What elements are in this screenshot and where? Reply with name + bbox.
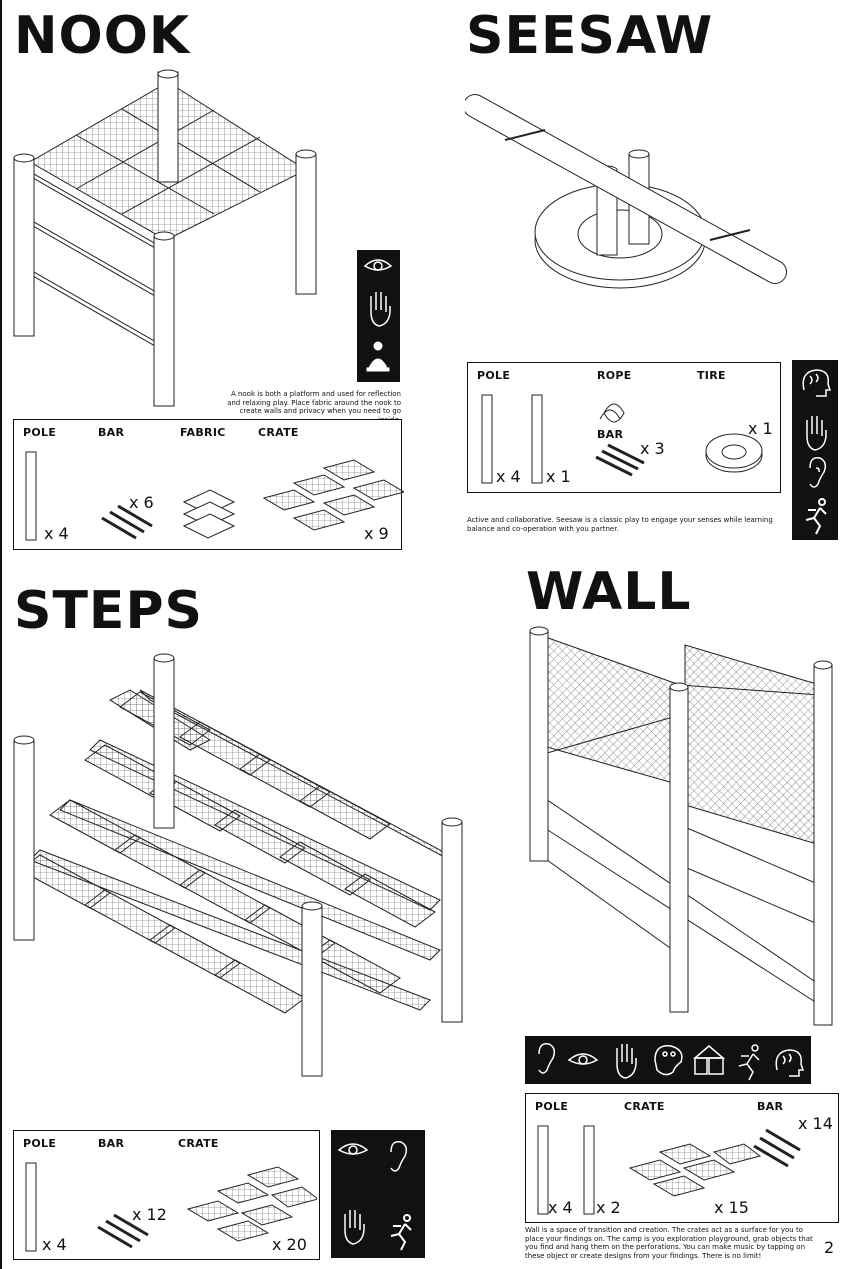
part-qty: x 6 bbox=[129, 493, 154, 512]
palette-icon bbox=[655, 1046, 682, 1075]
part-label: ROPE bbox=[597, 369, 632, 382]
meditation-icon bbox=[367, 342, 389, 371]
seesaw-icon-panel bbox=[792, 360, 838, 540]
wall-title: WALL bbox=[526, 562, 692, 622]
ear-icon bbox=[391, 1142, 406, 1171]
steps-illustration bbox=[10, 650, 470, 1080]
hand-icon bbox=[345, 1210, 364, 1244]
brain-icon bbox=[776, 1050, 803, 1076]
eye-icon bbox=[339, 1144, 367, 1154]
ear-icon bbox=[810, 458, 825, 487]
nook-icon-panel bbox=[357, 250, 400, 382]
wall-illustration bbox=[520, 625, 840, 1030]
part-qty: x 20 bbox=[272, 1235, 307, 1254]
steps-icon-panel bbox=[331, 1130, 425, 1258]
part-label: POLE bbox=[23, 1137, 57, 1150]
nook-parts-drawing bbox=[24, 448, 404, 548]
nook-title: NOOK bbox=[14, 6, 191, 66]
running-icon bbox=[806, 499, 826, 534]
wall-icon-panel bbox=[525, 1036, 811, 1084]
steps-parts-box bbox=[13, 1130, 320, 1260]
wall-parts-box bbox=[525, 1093, 839, 1223]
part-qty: x 4 bbox=[496, 467, 521, 486]
page-border bbox=[0, 0, 2, 1269]
part-qty: x 12 bbox=[132, 1205, 167, 1224]
hand-icon bbox=[371, 292, 390, 326]
part-label: BAR bbox=[597, 428, 624, 441]
part-qty: x 4 bbox=[548, 1198, 573, 1217]
page-number: 2 bbox=[824, 1238, 835, 1257]
seesaw-parts-box bbox=[467, 362, 781, 493]
part-qty: x 1 bbox=[748, 419, 773, 438]
seesaw-description: Active and collaborative. Seesaw is a classic play to engage your senses while learning balance and co-operation with you partner. bbox=[467, 516, 773, 533]
part-label: TIRE bbox=[697, 369, 726, 382]
part-qty: x 9 bbox=[364, 524, 389, 543]
steps-title: STEPS bbox=[14, 581, 204, 641]
part-qty: x 4 bbox=[44, 524, 69, 543]
part-label: POLE bbox=[535, 1100, 569, 1113]
part-label: BAR bbox=[98, 1137, 125, 1150]
part-qty: x 15 bbox=[714, 1198, 749, 1217]
running-icon bbox=[739, 1045, 759, 1080]
seesaw-parts-drawing bbox=[476, 391, 776, 489]
ear-icon bbox=[539, 1044, 554, 1073]
part-qty: x 14 bbox=[798, 1114, 833, 1133]
eye-icon bbox=[569, 1054, 597, 1064]
nook-illustration bbox=[8, 62, 328, 412]
part-qty: x 3 bbox=[640, 439, 665, 458]
part-qty: x 1 bbox=[546, 467, 571, 486]
part-label: FABRIC bbox=[180, 426, 226, 439]
part-label: CRATE bbox=[258, 426, 299, 439]
part-label: BAR bbox=[757, 1100, 784, 1113]
running-icon bbox=[391, 1215, 411, 1250]
wall-parts-drawing bbox=[534, 1122, 834, 1220]
blocks-icon bbox=[695, 1046, 723, 1074]
nook-parts-box bbox=[13, 419, 402, 550]
part-qty: x 2 bbox=[596, 1198, 621, 1217]
part-label: CRATE bbox=[178, 1137, 219, 1150]
hand-icon bbox=[807, 416, 826, 450]
part-label: POLE bbox=[477, 369, 511, 382]
hand-icon bbox=[617, 1044, 636, 1078]
seesaw-title: SEESAW bbox=[466, 6, 714, 66]
part-qty: x 4 bbox=[42, 1235, 67, 1254]
part-label: BAR bbox=[98, 426, 125, 439]
brain-icon bbox=[803, 370, 830, 396]
eye-icon bbox=[365, 260, 391, 270]
wall-description: Wall is a space of transition and creation. The crates act as a surface for you to place your findings on. The camp is you exploration playground, grab objects that you find and hang them on the perforations. You can make music by tapping on these object or create designs from your findings. There is no limit! bbox=[525, 1226, 813, 1260]
nook-description: A nook is both a platform and used for reflection and relaxing play. Place fabric around the nook to create walls and privacy when you need to go bbox=[227, 390, 401, 415]
part-label: POLE bbox=[23, 426, 57, 439]
seesaw-illustration bbox=[465, 90, 795, 305]
part-label: CRATE bbox=[624, 1100, 665, 1113]
